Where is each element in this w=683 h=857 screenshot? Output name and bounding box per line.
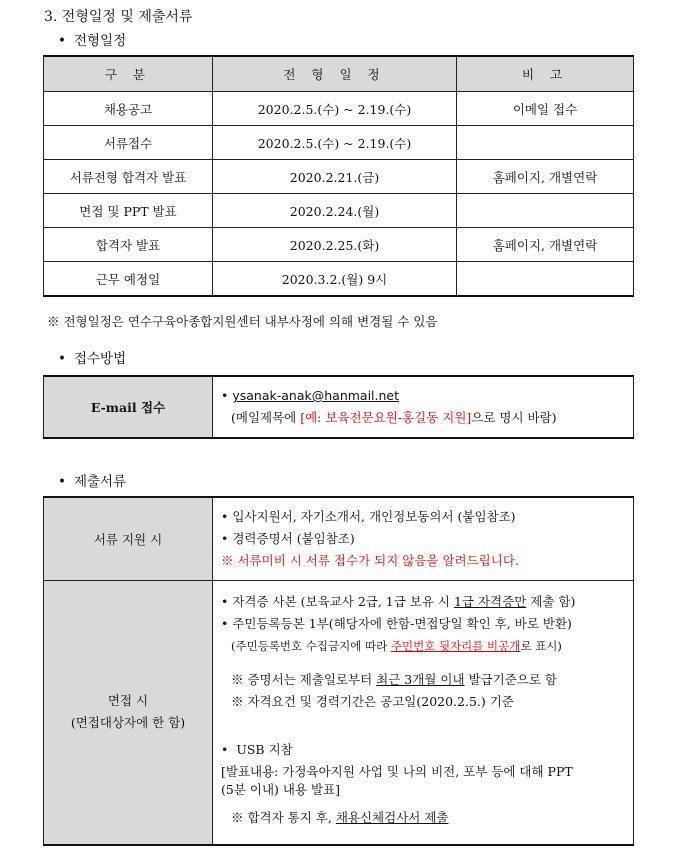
proof-note: 발급기준으로 함 — [464, 671, 558, 687]
cell: 이메일 접수 — [457, 92, 634, 126]
cert-text: 제출 함) — [526, 593, 576, 609]
presentation-text: [발표내용: 가정육아지원 사업 및 나의 비전, 포부 등에 대해 PPT — [221, 763, 573, 779]
email-link[interactable]: ysanak-anak@hanmail.net — [232, 388, 400, 403]
id-card-text: 주민등록등본 1부(해당자에 한함-면접당일 확인 후, 바로 반환) — [232, 615, 572, 631]
cell: 2020.2.5.(수) ~ 2.19.(수) — [213, 92, 457, 126]
cell: 홈페이지, 개별연락 — [457, 160, 634, 194]
doc-item: 입사지원서, 자기소개서, 개인정보동의서 (붙임참조) — [232, 508, 516, 524]
col-header-schedule: 전 형 일 정 — [213, 56, 457, 92]
proof-highlight: 최근 3개월 이내 — [376, 671, 465, 687]
receive-table — [43, 375, 634, 439]
table-row — [44, 262, 634, 297]
doc-warning: ※ 서류미비 시 서류 접수가 되지 않음을 알려드립니다. — [221, 552, 519, 568]
cell: 2020.2.21.(금) — [213, 160, 457, 194]
qual-note: ※ 자격요건 및 경력기간은 공고일(2020.2.5.) 기준 — [231, 693, 514, 709]
presentation-text: (5분 이내) 내용 발표] — [221, 781, 341, 797]
subject-text: 으로 명시 바람) — [471, 410, 557, 425]
docs-subheading: • 제출서류 — [58, 470, 126, 490]
cell: 면접 및 PPT 발표 — [44, 194, 213, 228]
usb-text: USB 지참 — [236, 741, 293, 757]
bullet-icon: • — [221, 741, 237, 757]
docs-table — [43, 496, 634, 846]
cell — [457, 126, 634, 160]
final-highlight: 채용신체검사서 제출 — [335, 809, 449, 825]
docs-row2-sublabel: (면접대상자에 한 함) — [70, 715, 186, 731]
bullet-icon: • — [221, 388, 233, 403]
col-header-category: 구 분 — [44, 56, 213, 92]
receive-subheading: • 접수방법 — [58, 347, 126, 367]
final-note: ※ 합격자 통지 후, — [231, 809, 336, 825]
schedule-note: ※ 전형일정은 연수구육아종합지원센터 내부사정에 의해 변경될 수 있음 — [47, 314, 438, 329]
table-row — [44, 194, 634, 228]
schedule-subheading: • 전형일정 — [58, 29, 126, 49]
id-note-highlight: 주민번호 뒷자리를 비공개 — [390, 638, 521, 653]
proof-note: ※ 증명서는 제출일로부터 — [231, 671, 377, 687]
bullet-icon: • — [221, 593, 233, 609]
cell: 근무 예정일 — [44, 262, 213, 297]
id-note: 로 표시) — [520, 638, 562, 653]
schedule-table — [43, 55, 634, 297]
subject-example: [예: 보육전문요원-홍길동 지원] — [300, 410, 472, 425]
cell: 서류전형 합격자 발표 — [44, 160, 213, 194]
cell: 채용공고 — [44, 92, 213, 126]
table-row — [44, 92, 634, 126]
bullet-icon: • — [221, 508, 233, 524]
bullet-icon: • — [221, 530, 233, 546]
subject-text: (메일제목에 — [231, 410, 301, 425]
doc-item: 경력증명서 (붙임참조) — [232, 530, 355, 546]
receive-label: E-mail 접수 — [44, 376, 213, 438]
docs-row1-label: 서류 지원 시 — [44, 497, 213, 580]
cert-highlight: 1급 자격증만 — [453, 593, 527, 609]
col-header-note: 비 고 — [457, 56, 634, 92]
cell — [457, 194, 634, 228]
cell: 2020.3.2.(월) 9시 — [213, 262, 457, 297]
cell: 2020.2.5.(수) ~ 2.19.(수) — [213, 126, 457, 160]
section-heading: 3. 전형일정 및 제출서류 — [44, 9, 193, 25]
id-note: (주민등록번호 수집금지에 따라 — [231, 638, 391, 653]
cell: 2020.2.24.(월) — [213, 194, 457, 228]
table-row — [44, 160, 634, 194]
cell: 합격자 발표 — [44, 228, 213, 262]
docs-row2-label: 면접 시 — [107, 693, 149, 709]
cell: 2020.2.25.(화) — [213, 228, 457, 262]
table-row — [44, 228, 634, 262]
cell — [457, 262, 634, 297]
table-row — [44, 126, 634, 160]
bullet-icon: • — [221, 615, 233, 631]
cell: 홈페이지, 개별연락 — [457, 228, 634, 262]
cell: 서류접수 — [44, 126, 213, 160]
cert-text: 자격증 사본 (보육교사 2급, 1급 보유 시 — [232, 593, 454, 609]
